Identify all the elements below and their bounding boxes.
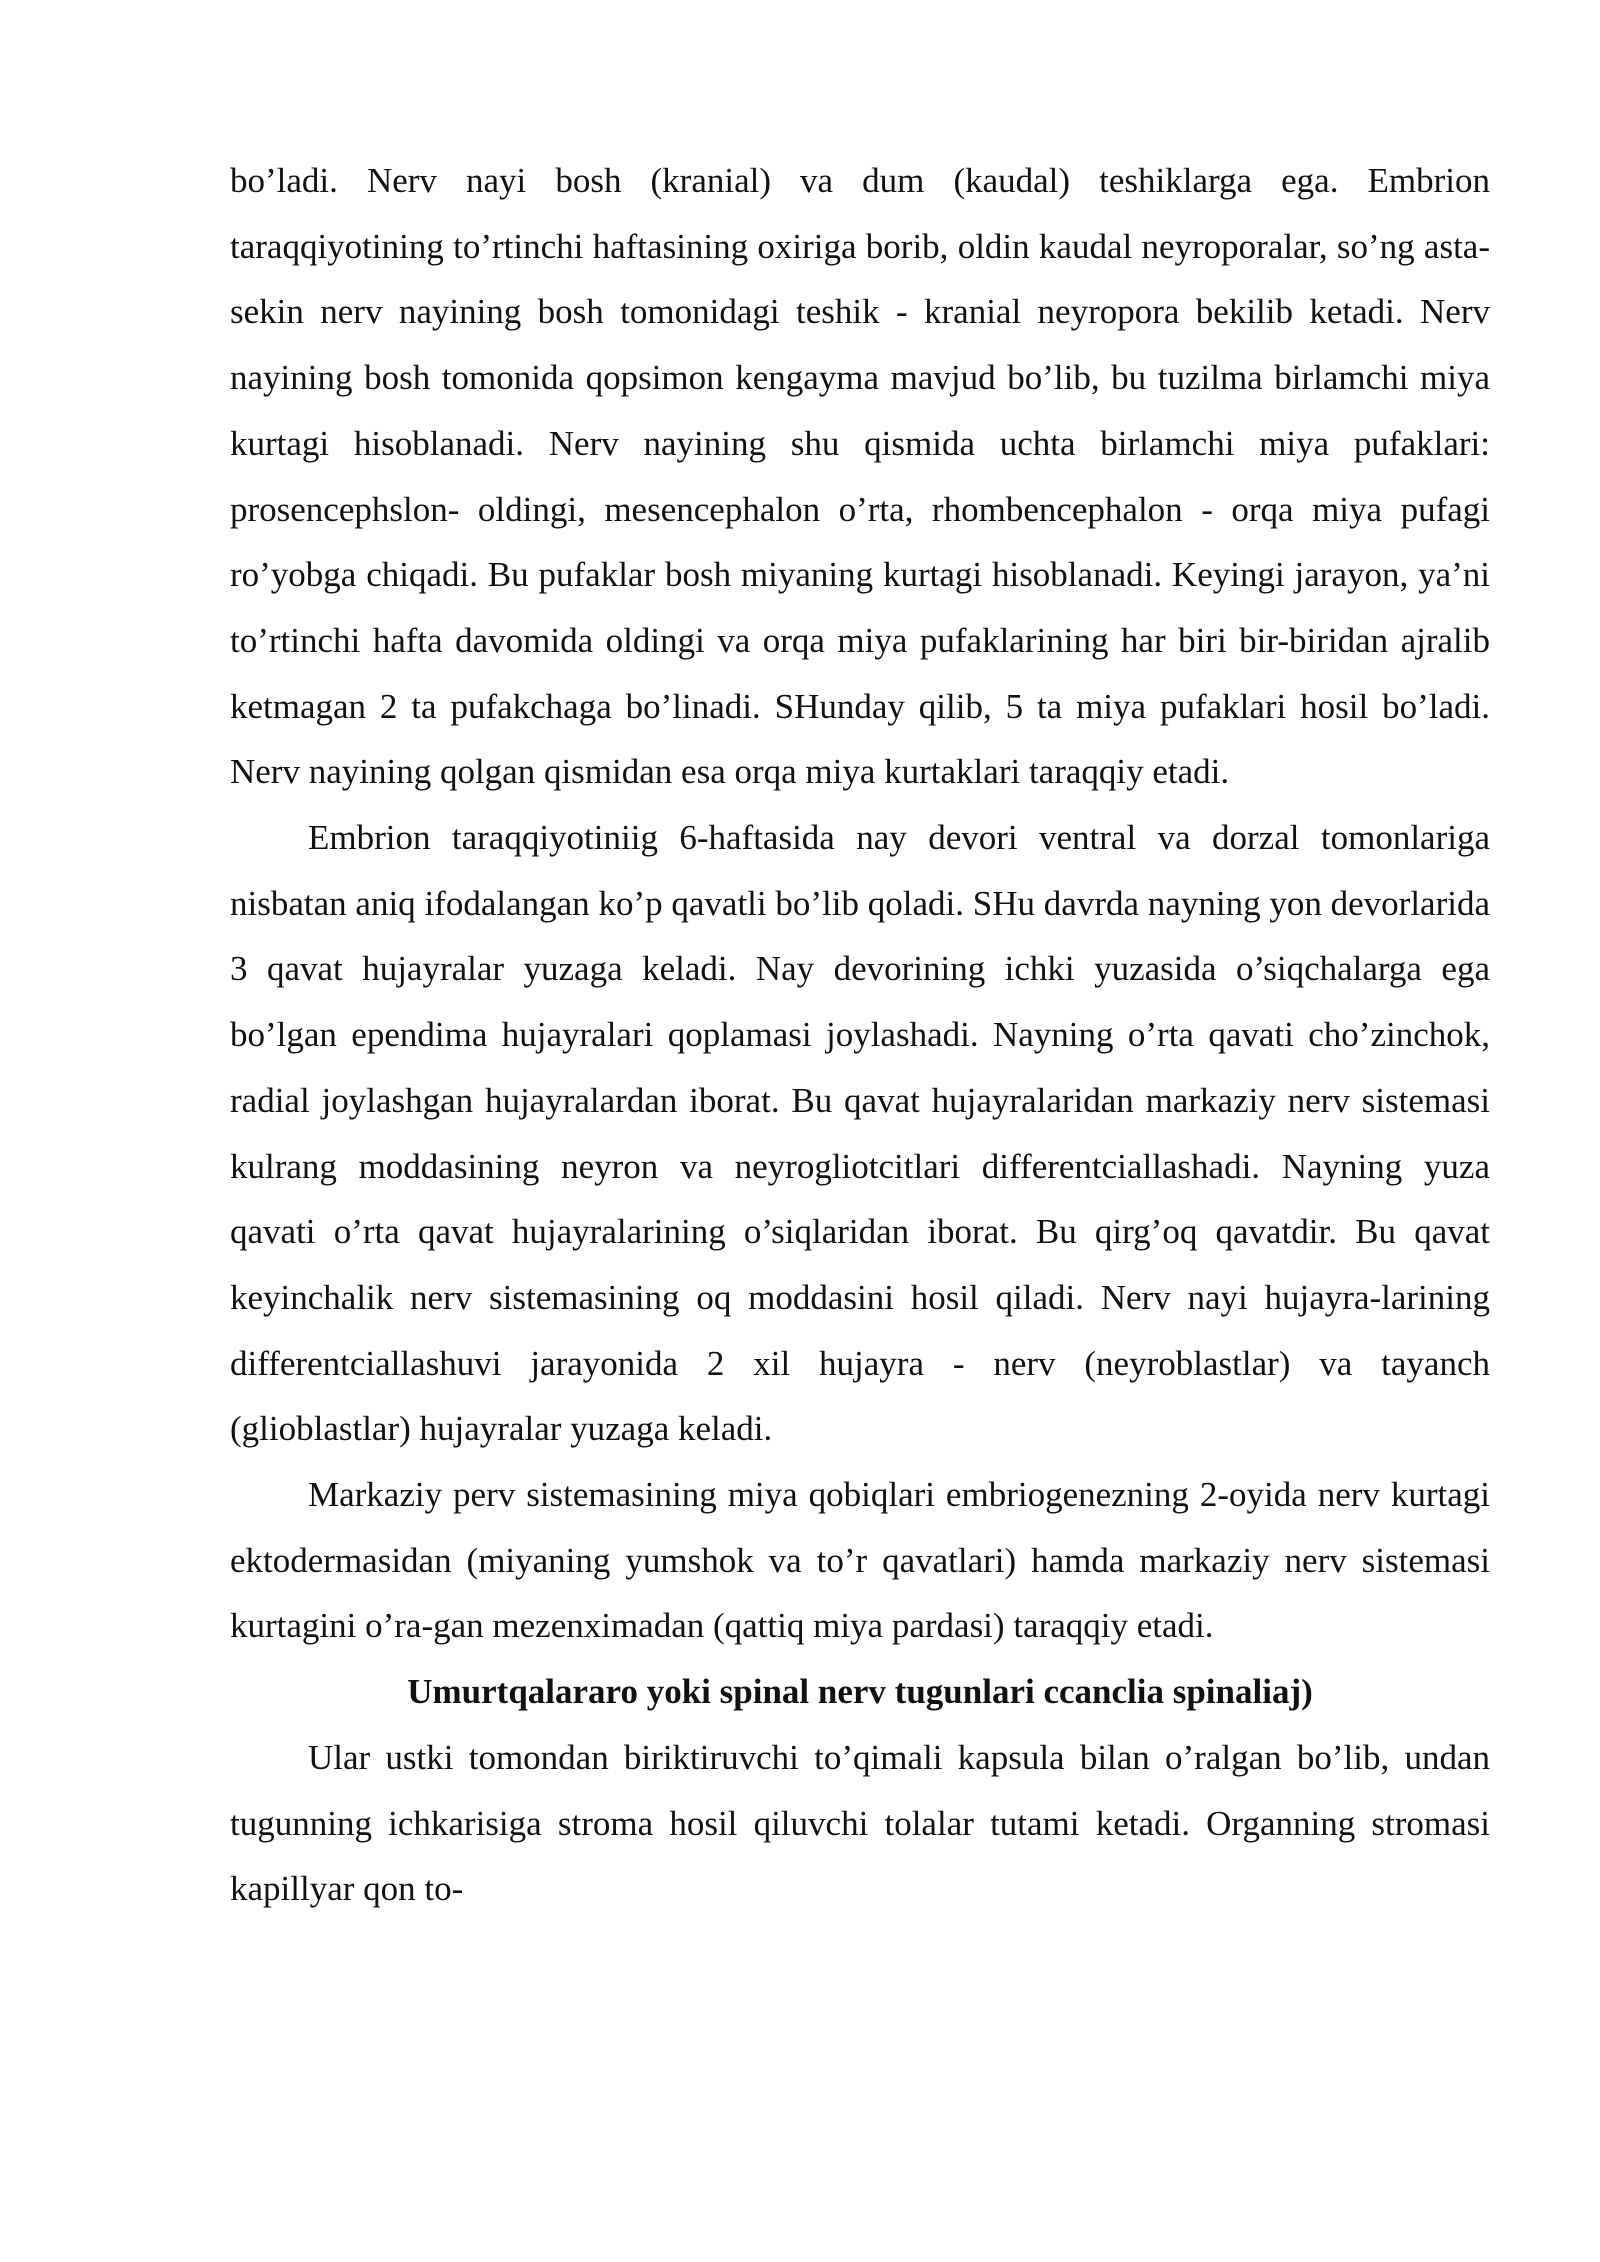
section-heading: Umurtqalararo yoki spinal nerv tugunlari ccanclia spinaliaj) [407,1672,1313,1712]
document-page [230,148,1490,1922]
paragraph-meninges: Markaziy perv sistemasining miya qobiqlari embriogenezning 2-oyida nerv kurtagi ektodermasidan (miyaning yumshok va to’r qavatlari) hamda markaziy nerv sistemasi kurtagini o’ra-gan mezenximadan (qattiq miya pardasi) taraqqiy etadi. [230,1475,1490,1646]
paragraph-nerve-tube: bo’ladi. Nerv nayi bosh (kranial) va dum (kaudal) teshiklarga ega. Embrion taraqqiyotining to’rtinchi haftasining oxiriga borib, oldin kaudal neyroporalar, so’ng asta-sekin nerv nayining bosh tomonidagi teshik - kranial neyropora bekilib ketadi. Nerv nayining bosh tomonida qopsimon kengayma mavjud bo’lib, bu tuzilma birlamchi miya kurtagi hisoblanadi. Nerv nayining shu qismida uchta birlamchi miya pufaklari: prosencephslon- oldingi, mesencephalon o’rta, rhombencephalon - orqa miya pufagi ro’yobga chiqadi. Bu pufaklar bosh miyaning kurtagi hisoblanadi. Keyingi jarayon, ya’ni to’rtinchi hafta davomida oldingi va orqa miya pufaklarining har biri bir-biridan ajralib ketmagan 2 ta pufakchaga bo’linadi. SHunday qilib, 5 ta miya pufaklari hosil bo’ladi. Nerv nayining qolgan qismidan esa orqa miya kurtaklari taraqqiy etadi. [230,161,1490,792]
paragraph-spinal-ganglia: Ular ustki tomondan biriktiruvchi to’qimali kapsula bilan o’ralgan bo’lib, undan tugunning ichkarisiga stroma hosil qiluvchi tolalar tutami ketadi. Organning stromasi kapillyar qon to- [230,1737,1490,1909]
paragraph-embryo-week-six: Embrion taraqqiyotiniig 6-haftasida nay devori ventral va dorzal tomonlariga nisbatan aniq ifodalangan ko’p qavatli bo’lib qoladi. SHu davrda nayning yon devorlarida 3 qavat hujayralar yuzaga keladi. Nay devorining ichki yuzasida o’siqchalarga ega bo’lgan ependima hujayralari qoplamasi joylashadi. Nayning o’rta qavati cho’zinchok, radial joylashgan hujayralardan iborat. Bu qavat hujayralaridan markaziy nerv sistemasi kulrang moddasining neyron va neyrogliotcitlari differentciallashadi. Nayning yuza qavati o’rta qavat hujayralarining o’siqlaridan iborat. Bu qirg’oq qavatdir. Bu qavat keyinchalik nerv sistemasining oq moddasini hosil qiladi. Nerv nayi hujayra-larining differentciallashuvi jarayonida 2 xil hujayra - nerv (neyroblastlar) va tayanch (glioblastlar) hujayralar yuzaga keladi. [230,818,1490,1449]
